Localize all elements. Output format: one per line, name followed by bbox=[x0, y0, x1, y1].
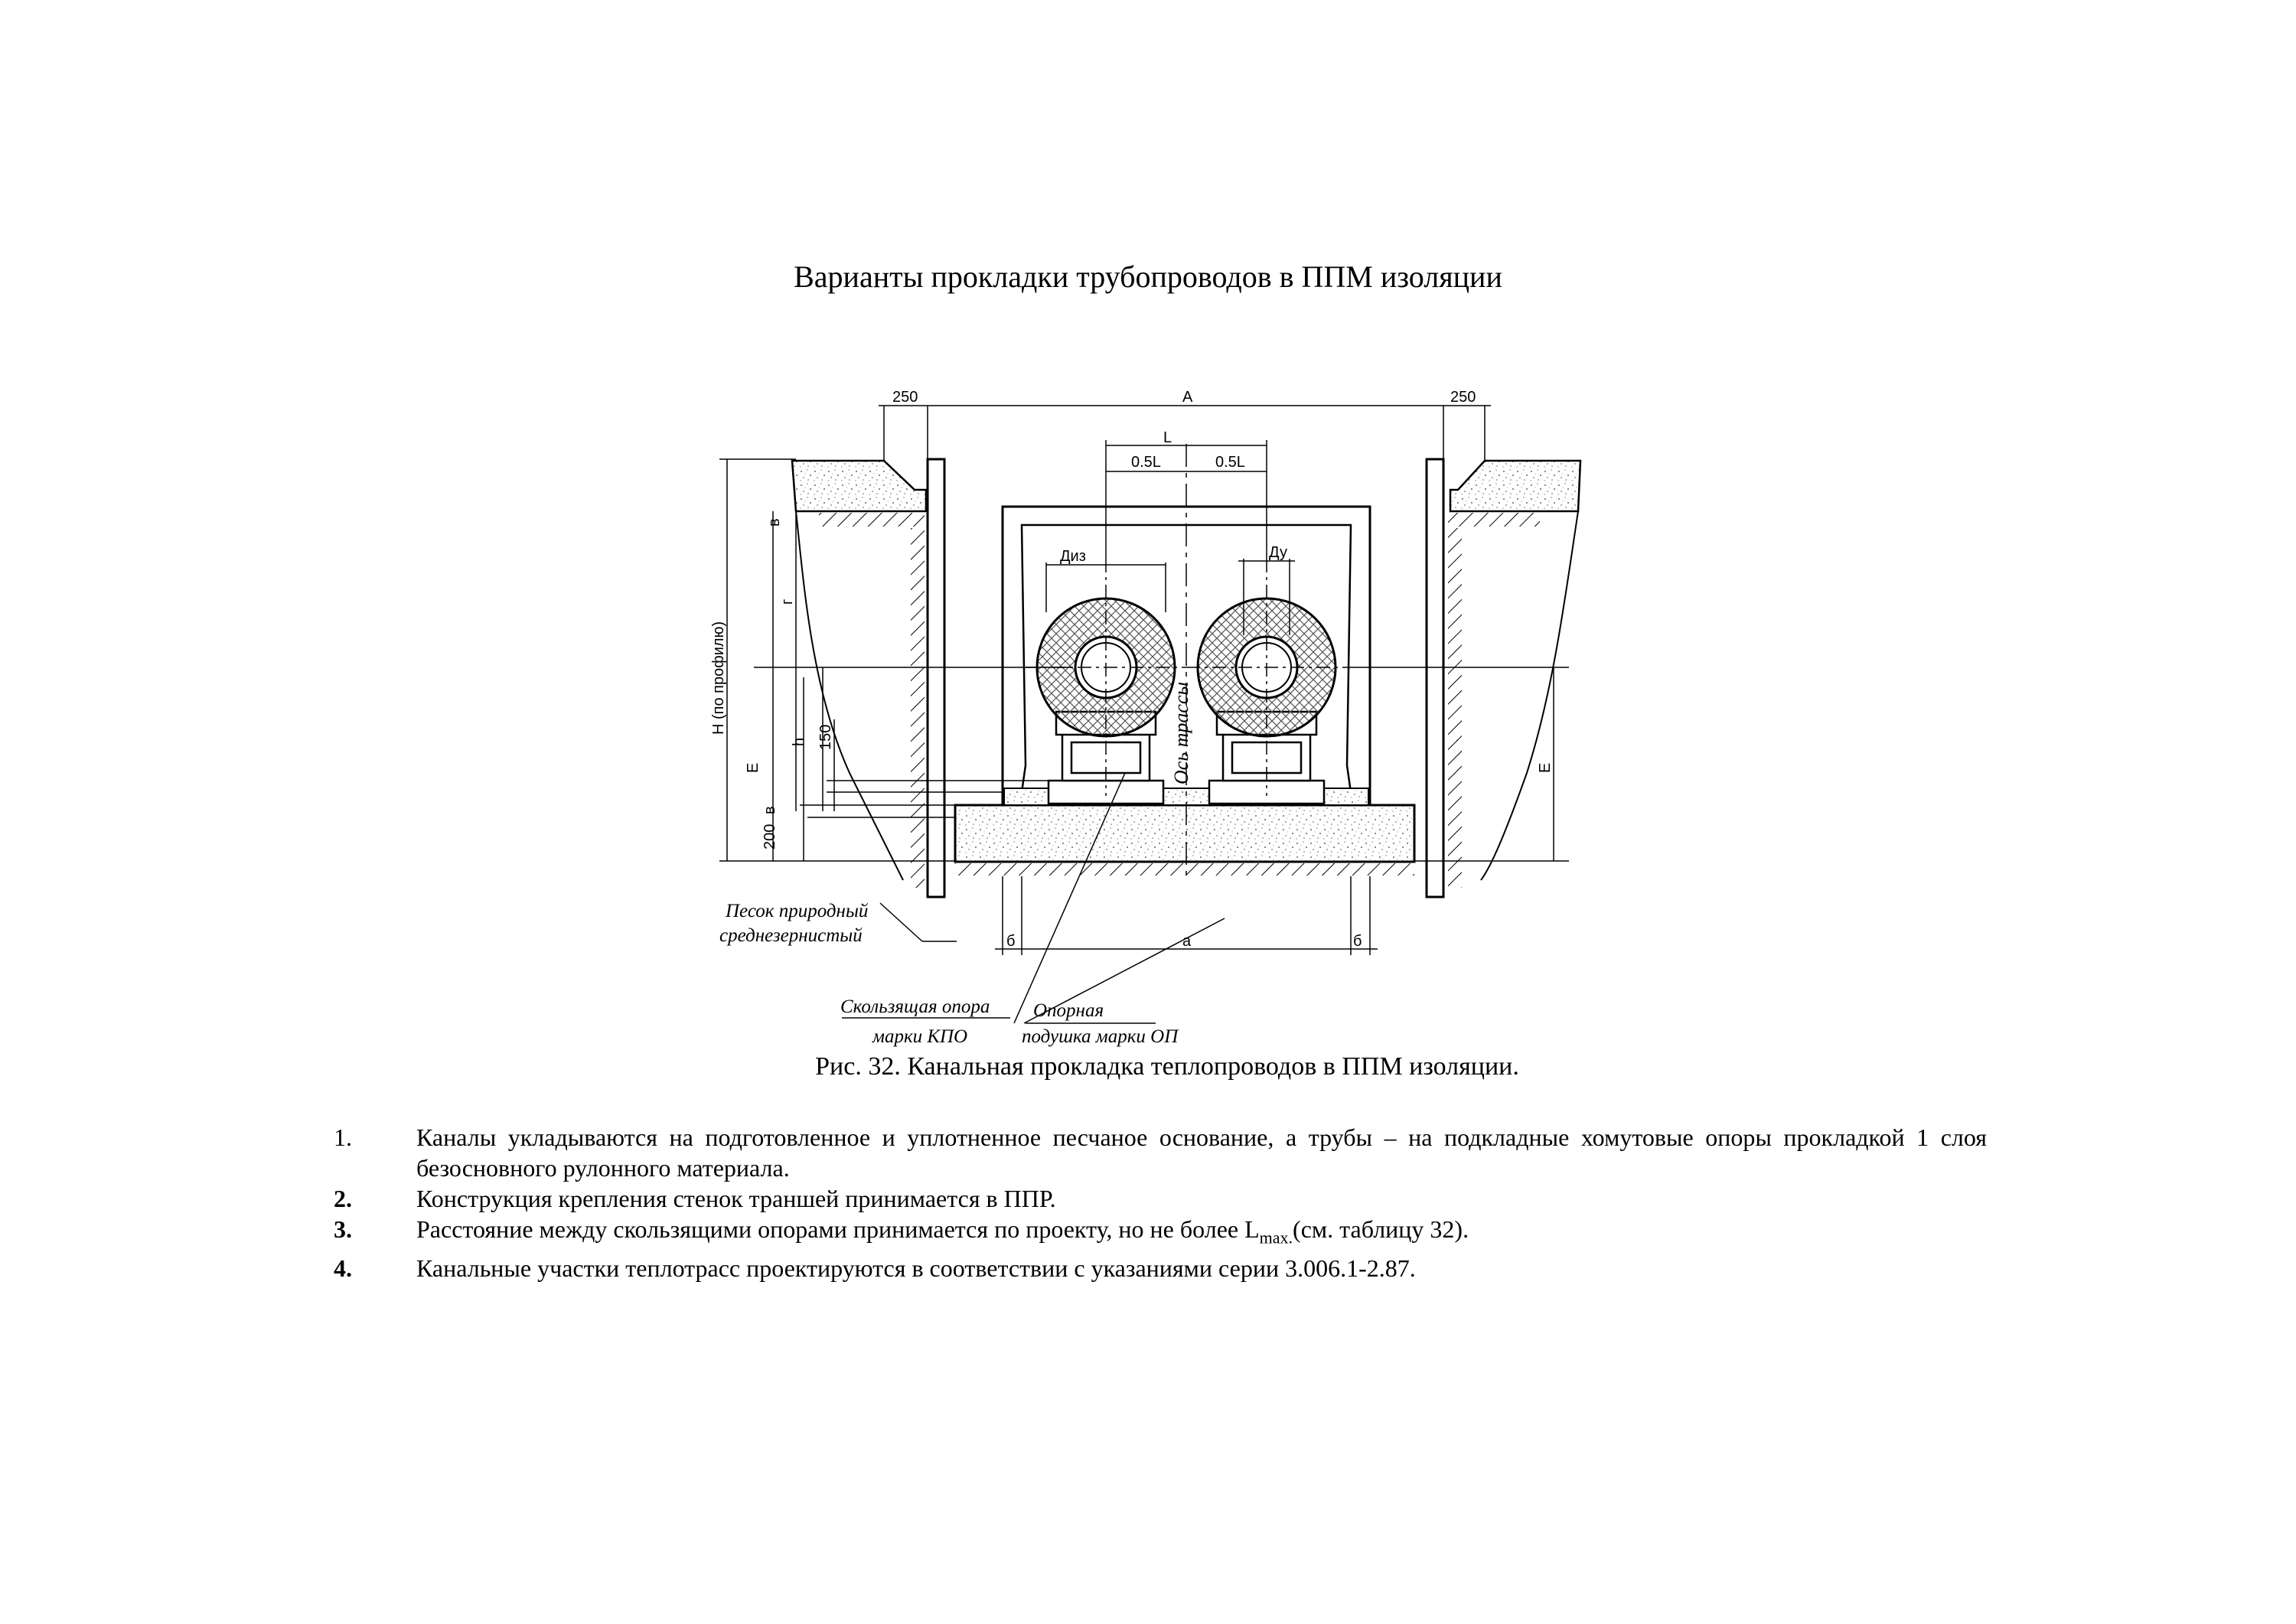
dim-diz: Диз bbox=[1060, 548, 1086, 565]
dim-a: A bbox=[1182, 389, 1193, 406]
note-number: 3. bbox=[334, 1215, 352, 1243]
dim-e-right: Е bbox=[1537, 762, 1554, 773]
note-text: Конструкция крепления стенок траншей принимается в ППР. bbox=[416, 1185, 1056, 1212]
note-text-after: (см. таблицу 32). bbox=[1293, 1215, 1469, 1243]
dim-half-right: 0.5L bbox=[1215, 454, 1245, 471]
dim-du: Ду bbox=[1269, 544, 1287, 561]
dim-v-top: в bbox=[766, 518, 783, 527]
note-text-sub: max. bbox=[1259, 1228, 1293, 1247]
note-item bbox=[334, 1253, 1987, 1283]
dim-h-profile: Н (по профилю) bbox=[710, 621, 727, 735]
pipe-right bbox=[1186, 559, 1347, 796]
label-pad-1: Опорная bbox=[1033, 1000, 1104, 1021]
note-item bbox=[334, 1183, 1987, 1214]
note-number: 2. bbox=[334, 1185, 352, 1212]
dim-b-left: б bbox=[1006, 933, 1016, 950]
label-pad-2: подушка марки ОП bbox=[1022, 1026, 1179, 1047]
label-sand-2: среднезернистый bbox=[719, 925, 863, 946]
figure-caption: Рис. 32. Канальная прокладка теплопроводов в ППМ изоляции. bbox=[815, 1052, 1519, 1081]
note-item bbox=[334, 1214, 1987, 1253]
dim-250-right: 250 bbox=[1450, 389, 1476, 406]
notes-list bbox=[334, 1122, 1987, 1283]
note-text: Каналы укладываются на подготовленное и уплотненное песчаное основание, а трубы – на подкладные хомутовые опоры прокладкой 1 слоя безосновного рулонного материала. bbox=[416, 1123, 1987, 1182]
page-title: Варианты прокладки трубопроводов в ППМ изоляции bbox=[794, 259, 1502, 294]
route-axis-label: Ось трассы bbox=[1170, 681, 1192, 784]
dim-half-left: 0.5L bbox=[1131, 454, 1161, 471]
pipe-left bbox=[1026, 559, 1186, 796]
dim-e-left: Е bbox=[745, 762, 762, 773]
sand-bedding bbox=[955, 805, 1414, 862]
note-text: Канальные участки теплотрасс проектируются в соответствии с указаниями серии 3.006.1-2.87. bbox=[416, 1254, 1416, 1283]
dim-l: L bbox=[1163, 429, 1172, 446]
note-text bbox=[416, 1214, 1987, 1253]
dim-r: г bbox=[779, 598, 796, 605]
label-sand-1: Песок природный bbox=[726, 901, 869, 921]
dim-250-left: 250 bbox=[892, 389, 918, 406]
dim-a-bottom: а bbox=[1182, 933, 1192, 950]
note-number: 1. bbox=[334, 1123, 352, 1151]
note-text-before: Расстояние между скользящими опорами принимается по проекту, но не более L bbox=[416, 1215, 1260, 1243]
note-item bbox=[334, 1122, 1987, 1183]
note-number: 4. bbox=[334, 1254, 352, 1283]
dim-v-bottom: в bbox=[762, 806, 778, 814]
dim-b-right: б bbox=[1353, 933, 1362, 950]
dim-h: h bbox=[791, 737, 807, 746]
label-slide-1: Скользящая опора bbox=[840, 996, 990, 1017]
dim-200: 200 bbox=[762, 823, 778, 850]
label-slide-2: марки КПО bbox=[872, 1026, 968, 1047]
dim-150: 150 bbox=[817, 724, 834, 750]
